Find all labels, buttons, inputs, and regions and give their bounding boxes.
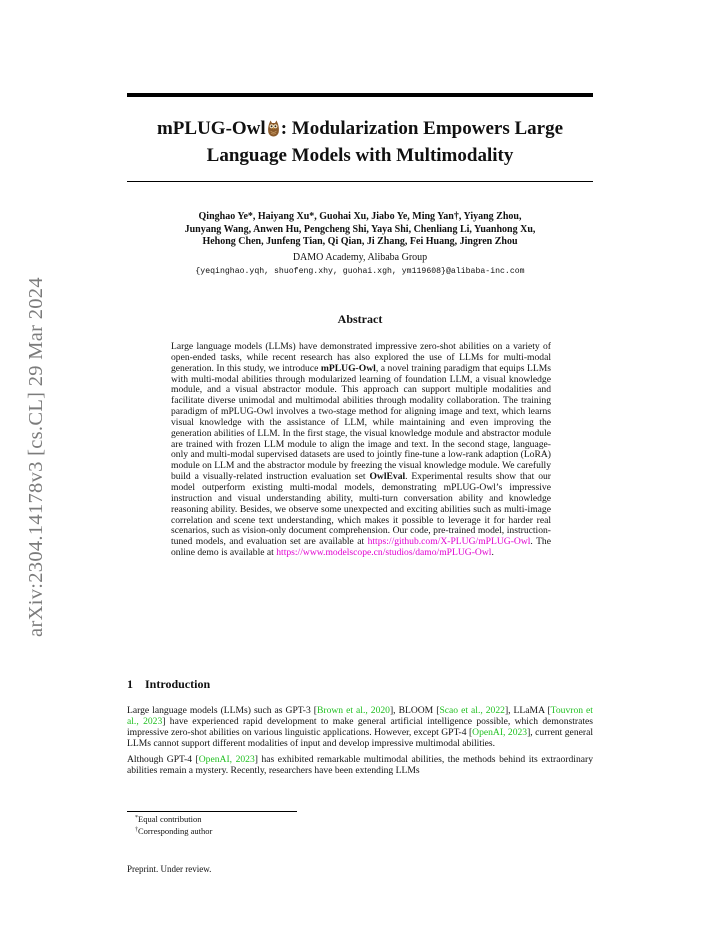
section-title: Introduction xyxy=(145,677,211,691)
title-part2: : Modularization Empowers Large xyxy=(280,118,564,139)
citation-link[interactable]: OpenAI, 2023 xyxy=(472,726,528,738)
abstract-body xyxy=(171,342,551,559)
affiliation: DAMO Academy, Alibaba Group xyxy=(292,252,428,263)
citation-link[interactable]: Touvron et al., 2023 xyxy=(127,705,593,727)
abstract-text: . The online demo is available at xyxy=(171,536,551,559)
intro-paragraph xyxy=(127,706,593,750)
demo-link[interactable]: https://www.modelscope.cn/studios/damo/mPLUG-Owl xyxy=(276,547,492,559)
footnote-mark: * xyxy=(135,815,138,821)
section-heading-introduction xyxy=(127,677,210,692)
section-number: 1 xyxy=(127,677,133,691)
intro-text: ], BLOOM [ xyxy=(389,705,440,716)
abstract-bold-model-name: mPLUG-Owl xyxy=(320,362,376,374)
owl-icon xyxy=(267,120,280,144)
intro-text: ] have experienced rapid development to make general artificial intelligence possible, which demonstrates impressive zero-shot abilities on various linguistic applications. However, except GPT-4 [ xyxy=(127,715,593,738)
intro-text: ], current general LLMs cannot support different modalities of input and develop impressive multimodal abilities. xyxy=(127,726,593,749)
title-top-rule xyxy=(127,93,593,97)
paper-title xyxy=(127,117,593,168)
arxiv-sidebar-identifier: arXiv:2304.14178v3 [cs.CL] 29 Mar 2024 xyxy=(25,277,47,637)
preprint-notice: Preprint. Under review. xyxy=(127,864,212,874)
footnote-mark: † xyxy=(135,827,138,833)
author-emails: {yeqinghao.yqh, shuofeng.xhy, guohai.xgh, ym119608}@alibaba-inc.com xyxy=(195,267,525,276)
citation-link[interactable]: OpenAI, 2023 xyxy=(198,753,255,765)
footnote-equal-contribution xyxy=(135,813,212,825)
title-bottom-rule xyxy=(127,181,593,182)
abstract-bold-eval-name: OwlEval xyxy=(369,471,406,483)
author-line: Junyang Wang, Anwen Hu, Pengcheng Shi, Yaya Shi, Chenliang Li, Yuanhong Xu, xyxy=(184,223,536,235)
footnote-text: Corresponding author xyxy=(138,826,213,836)
abstract-text: Large language models (LLMs) have demonstrated impressive zero-shot abilities on a variety of open-ended tasks, while recent research has also explored the use of LLMs for multi-modal generation. In this study, we introduce xyxy=(171,341,551,374)
abstract-text: . Experimental results show that our model outperform existing multi-modal models, demonstrating mPLUG-Owl’s impressive instruction and visual understanding ability, multi-turn conversation ability and knowledge reasoning ability. Besides, we observe some unexpected and exciting abilities such as multi-image correlation and scene text understanding, which makes it possible to leverage it for harder real scenarios, such as vision-only document comprehension. Our code, pre-trained model, instruction-tuned models, and evaluation set are available at xyxy=(171,471,551,548)
intro-text: ] has exhibited remarkable multimodal abilities, the methods behind its extraordinary abilities remain a mystery. Recently, researchers have been extending LLMs xyxy=(127,753,593,776)
author-line: Hehong Chen, Junfeng Tian, Qi Qian, Ji Zhang, Fei Huang, Jingren Zhou xyxy=(202,236,518,247)
introduction-body xyxy=(127,706,593,781)
footnotes xyxy=(135,813,212,837)
citation-link[interactable]: Scao et al., 2022 xyxy=(439,705,505,716)
intro-text: Large language models (LLMs) such as GPT-3 [ xyxy=(127,705,317,716)
footnote-corresponding-author xyxy=(135,825,212,837)
footnote-text: Equal contribution xyxy=(138,814,202,824)
footnote-rule xyxy=(127,811,297,812)
intro-text: Although GPT-4 [ xyxy=(127,753,199,765)
abstract-heading: Abstract xyxy=(337,312,383,326)
title-line2: Language Models with Multimodality xyxy=(206,145,514,166)
author-line: Qinghao Ye*, Haiyang Xu*, Guohai Xu, Jiabo Ye, Ming Yan†, Yiyang Zhou, xyxy=(198,211,522,222)
author-list xyxy=(127,211,593,249)
abstract-text: , a novel training paradigm that equips LLMs with multi-modal abilities through modularized learning of foundation LLM, a visual knowledge module, and a visual abstractor module. This approach can support multiple modalities and facilitate diverse unimodal and multimodal abilities through modality collaboration. The training paradigm of mPLUG-Owl involves a two-stage method for aligning image and text, which learns visual knowledge with the assistance of LLM, while maintaining and even improving the generation abilities of LLM. In the first stage, the visual knowledge module and abstractor module are trained with frozen LLM module to align the image and text. In the second stage, language-only and multi-modal supervised datasets are used to jointly fine-tune a low-rank adaption (LoRA) module on LLM and the abstractor module by freezing the visual knowledge module. We carefully build a visually-related instruction evaluation set xyxy=(171,362,551,483)
github-link[interactable]: https://github.com/X-PLUG/mPLUG-Owl xyxy=(367,536,531,548)
citation-link[interactable]: Brown et al., 2020 xyxy=(316,705,390,716)
abstract-text: . xyxy=(491,547,494,559)
intro-text: ], LLaMA [ xyxy=(504,705,551,716)
title-part1: mPLUG-Owl xyxy=(156,118,266,139)
intro-paragraph xyxy=(127,755,593,777)
